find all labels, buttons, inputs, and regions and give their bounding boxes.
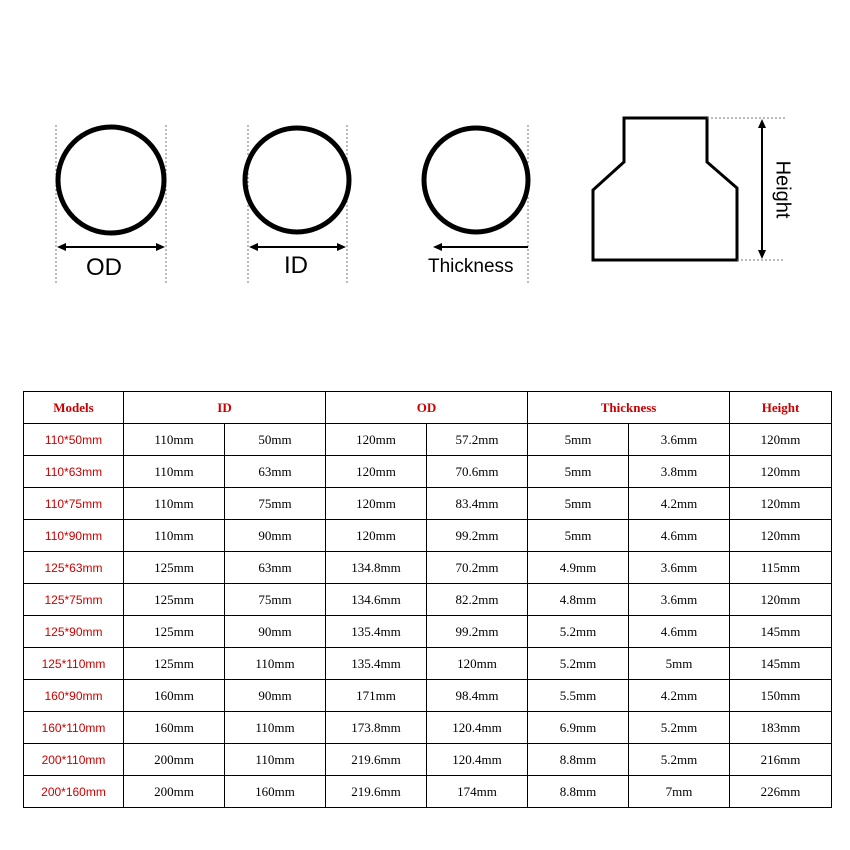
cell-od-outer: 120mm <box>326 456 427 488</box>
table-row <box>24 520 832 552</box>
thickness-circle <box>424 128 528 232</box>
header-id: ID <box>124 392 326 424</box>
cell-model: 200*160mm <box>24 776 124 808</box>
cell-model: 160*90mm <box>24 680 124 712</box>
cell-od-outer: 171mm <box>326 680 427 712</box>
cell-id-inner: 63mm <box>225 456 326 488</box>
cell-id-outer: 110mm <box>124 424 225 456</box>
cell-od-outer: 219.6mm <box>326 776 427 808</box>
cell-od-inner: 120.4mm <box>427 712 528 744</box>
table-row <box>24 552 832 584</box>
cell-od-outer: 120mm <box>326 520 427 552</box>
cell-id-inner: 110mm <box>225 648 326 680</box>
header-models: Models <box>24 392 124 424</box>
cell-od-outer: 134.8mm <box>326 552 427 584</box>
cell-id-outer: 160mm <box>124 712 225 744</box>
table-row <box>24 680 832 712</box>
cell-model: 160*110mm <box>24 712 124 744</box>
cell-thickness-outer: 8.8mm <box>528 744 629 776</box>
cell-od-outer: 120mm <box>326 488 427 520</box>
cell-id-outer: 125mm <box>124 616 225 648</box>
cell-id-outer: 200mm <box>124 744 225 776</box>
cell-thickness-outer: 5mm <box>528 424 629 456</box>
table-row <box>24 712 832 744</box>
cell-id-inner: 90mm <box>225 616 326 648</box>
cell-thickness-outer: 5.2mm <box>528 648 629 680</box>
spec-table <box>23 391 832 808</box>
cell-id-inner: 50mm <box>225 424 326 456</box>
cell-thickness-inner: 3.6mm <box>629 552 730 584</box>
cell-od-outer: 219.6mm <box>326 744 427 776</box>
cell-od-inner: 174mm <box>427 776 528 808</box>
header-height: Height <box>730 392 832 424</box>
cell-model: 110*50mm <box>24 424 124 456</box>
cell-od-inner: 70.6mm <box>427 456 528 488</box>
cell-id-inner: 90mm <box>225 680 326 712</box>
cell-od-inner: 98.4mm <box>427 680 528 712</box>
cell-thickness-outer: 8.8mm <box>528 776 629 808</box>
table-row <box>24 648 832 680</box>
cell-od-inner: 99.2mm <box>427 520 528 552</box>
cell-thickness-outer: 5.2mm <box>528 616 629 648</box>
cell-height: 115mm <box>730 552 832 584</box>
cell-thickness-inner: 5.2mm <box>629 712 730 744</box>
table-row <box>24 424 832 456</box>
cell-od-inner: 82.2mm <box>427 584 528 616</box>
cell-model: 125*75mm <box>24 584 124 616</box>
cell-height: 145mm <box>730 648 832 680</box>
od-circle <box>58 127 164 233</box>
cell-thickness-inner: 3.8mm <box>629 456 730 488</box>
header-od: OD <box>326 392 528 424</box>
cell-id-outer: 110mm <box>124 520 225 552</box>
cell-od-inner: 99.2mm <box>427 616 528 648</box>
diagram-graphics <box>0 0 850 340</box>
cell-od-inner: 57.2mm <box>427 424 528 456</box>
cell-thickness-inner: 4.2mm <box>629 488 730 520</box>
cell-od-outer: 134.6mm <box>326 584 427 616</box>
id-circle <box>245 128 349 232</box>
cell-od-outer: 120mm <box>326 424 427 456</box>
reducer-profile <box>593 118 737 260</box>
cell-id-outer: 160mm <box>124 680 225 712</box>
cell-thickness-inner: 3.6mm <box>629 424 730 456</box>
cell-model: 110*75mm <box>24 488 124 520</box>
cell-thickness-outer: 5mm <box>528 488 629 520</box>
table-row <box>24 616 832 648</box>
cell-height: 145mm <box>730 616 832 648</box>
cell-id-outer: 125mm <box>124 648 225 680</box>
cell-height: 216mm <box>730 744 832 776</box>
thickness-label: Thickness <box>428 256 514 277</box>
cell-od-outer: 173.8mm <box>326 712 427 744</box>
table-header-row <box>24 392 832 424</box>
cell-od-inner: 120mm <box>427 648 528 680</box>
id-label: ID <box>284 252 308 279</box>
cell-id-outer: 125mm <box>124 584 225 616</box>
cell-height: 120mm <box>730 456 832 488</box>
cell-thickness-inner: 5mm <box>629 648 730 680</box>
cell-height: 120mm <box>730 424 832 456</box>
height-diagram <box>593 118 785 260</box>
cell-height: 226mm <box>730 776 832 808</box>
cell-height: 183mm <box>730 712 832 744</box>
cell-thickness-outer: 5mm <box>528 456 629 488</box>
cell-thickness-inner: 4.6mm <box>629 616 730 648</box>
cell-id-inner: 75mm <box>225 584 326 616</box>
table-row <box>24 584 832 616</box>
cell-id-outer: 125mm <box>124 552 225 584</box>
cell-od-inner: 70.2mm <box>427 552 528 584</box>
height-label: Height <box>771 160 794 219</box>
cell-model: 125*110mm <box>24 648 124 680</box>
cell-od-outer: 135.4mm <box>326 648 427 680</box>
cell-od-inner: 120.4mm <box>427 744 528 776</box>
cell-thickness-inner: 4.2mm <box>629 680 730 712</box>
cell-height: 120mm <box>730 488 832 520</box>
cell-height: 120mm <box>730 584 832 616</box>
cell-od-outer: 135.4mm <box>326 616 427 648</box>
cell-od-inner: 83.4mm <box>427 488 528 520</box>
cell-thickness-outer: 4.8mm <box>528 584 629 616</box>
table-row <box>24 776 832 808</box>
cell-id-inner: 110mm <box>225 744 326 776</box>
cell-id-inner: 63mm <box>225 552 326 584</box>
table-row <box>24 488 832 520</box>
cell-id-inner: 75mm <box>225 488 326 520</box>
cell-model: 110*63mm <box>24 456 124 488</box>
cell-height: 150mm <box>730 680 832 712</box>
cell-model: 200*110mm <box>24 744 124 776</box>
cell-id-inner: 90mm <box>225 520 326 552</box>
cell-thickness-inner: 3.6mm <box>629 584 730 616</box>
cell-thickness-outer: 5mm <box>528 520 629 552</box>
dimension-diagrams <box>0 0 850 340</box>
cell-id-inner: 110mm <box>225 712 326 744</box>
cell-model: 125*90mm <box>24 616 124 648</box>
cell-id-outer: 200mm <box>124 776 225 808</box>
cell-thickness-outer: 5.5mm <box>528 680 629 712</box>
cell-thickness-inner: 7mm <box>629 776 730 808</box>
table-row <box>24 456 832 488</box>
cell-id-outer: 110mm <box>124 488 225 520</box>
cell-height: 120mm <box>730 520 832 552</box>
cell-id-inner: 160mm <box>225 776 326 808</box>
table-body <box>24 424 832 808</box>
cell-thickness-inner: 4.6mm <box>629 520 730 552</box>
cell-thickness-outer: 4.9mm <box>528 552 629 584</box>
cell-model: 125*63mm <box>24 552 124 584</box>
header-thickness: Thickness <box>528 392 730 424</box>
cell-id-outer: 110mm <box>124 456 225 488</box>
cell-thickness-inner: 5.2mm <box>629 744 730 776</box>
cell-thickness-outer: 6.9mm <box>528 712 629 744</box>
cell-model: 110*90mm <box>24 520 124 552</box>
table-row <box>24 744 832 776</box>
od-label: OD <box>86 254 122 281</box>
